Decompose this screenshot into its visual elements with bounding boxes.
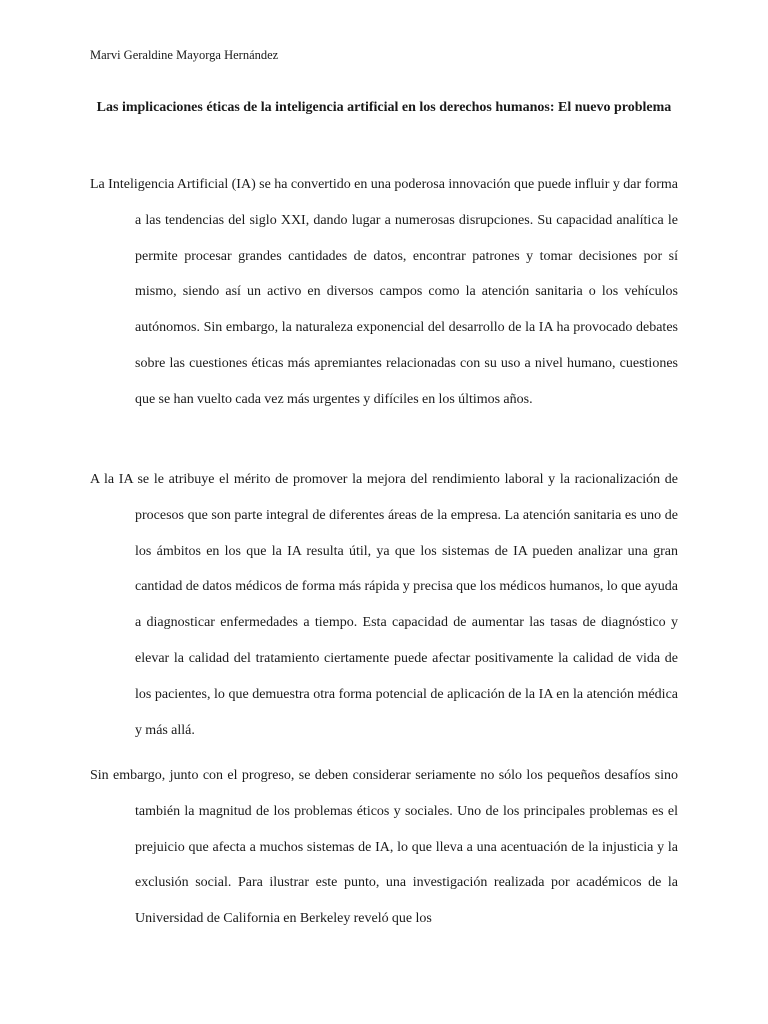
paragraph: A la IA se le atribuye el mérito de promover la mejora del rendimiento laboral y la racionalización de procesos que son parte integral de diferentes áreas de la empresa. La atención sanitaria es uno de los ámbitos en los que la IA resulta útil, ya que los sistemas de IA pueden analizar una gran cantidad de datos médicos de forma más rápida y precisa que los médicos humanos, lo que ayuda a diagnosticar enfermedades a tiempo. Esta capacidad de aumentar las tasas de diagnóstico y elevar la calidad del tratamiento ciertamente puede afectar positivamente la calidad de vida de los pacientes, lo que demuestra otra forma potencial de aplicación de la IA en la atención médica y más allá. — [90, 472, 678, 738]
author-name: Marvi Geraldine Mayorga Hernández — [90, 48, 279, 62]
document-title: Las implicaciones éticas de la inteligencia artificial en los derechos humanos: El nuevo problema — [96, 100, 672, 115]
paragraph: La Inteligencia Artificial (IA) se ha convertido en una poderosa innovación que puede influir y dar forma a las tendencias del siglo XXI, dando lugar a numerosas disrupciones. Su capacidad analítica le permite procesar grandes cantidades de datos, encontrar patrones y tomar decisiones por sí mismo, siendo así un activo en diversos campos como la atención sanitaria o los vehículos autónomos. Sin embargo, la naturaleza exponencial del desarrollo de la IA ha provocado debates sobre las cuestiones éticas más apremiantes relacionadas con su uso a nivel humano, cuestiones que se han vuelto cada vez más urgentes y difíciles en los últimos años. — [90, 177, 678, 407]
paragraph: Sin embargo, junto con el progreso, se deben considerar seriamente no sólo los pequeños desafíos sino también la magnitud de los problemas éticos y sociales. Uno de los principales problemas es el prejuicio que afecta a muchos sistemas de IA, lo que lleva a una acentuación de la injusticia y la exclusión social. Para ilustrar este punto, una investigación realizada por académicos de la Universidad de California en Berkeley reveló que los — [90, 768, 678, 927]
